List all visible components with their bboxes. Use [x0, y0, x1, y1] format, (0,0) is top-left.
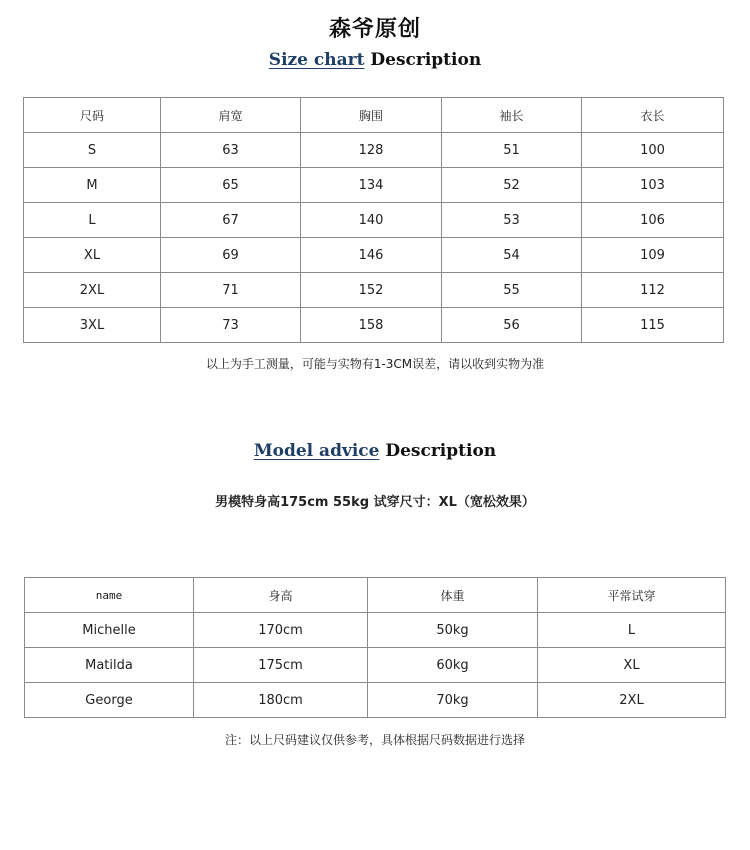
- table-row: [24, 238, 724, 273]
- size-chart-table: [23, 97, 724, 343]
- model-info: 男模特身高175cm 55kg 试穿尺寸：XL（宽松效果）: [215, 495, 535, 510]
- table-cell: 67: [161, 203, 301, 238]
- table-cell: 53: [442, 203, 582, 238]
- size-chart-heading-plain: Description: [370, 50, 482, 70]
- table-cell: XL: [538, 648, 726, 683]
- table-cell: 71: [161, 273, 301, 308]
- brand-title: 森爷原创: [328, 17, 421, 42]
- table-cell: 180cm: [194, 683, 368, 718]
- table-cell: George: [25, 683, 194, 718]
- table-cell: L: [538, 613, 726, 648]
- model-header-cell: name: [25, 578, 194, 613]
- table-cell: 152: [301, 273, 442, 308]
- table-cell: 158: [301, 308, 442, 343]
- model-advice-heading-accent: Model advice: [253, 441, 380, 461]
- table-row: [25, 613, 726, 648]
- table-cell: 2XL: [538, 683, 726, 718]
- table-cell: Matilda: [25, 648, 194, 683]
- table-cell: 54: [442, 238, 582, 273]
- table-cell: 146: [301, 238, 442, 273]
- measurement-note: 以上为手工测量，可能与实物有1-3CM误差，请以收到实物为准: [205, 357, 545, 371]
- size-table-header-row: [24, 98, 724, 133]
- model-advice-heading-plain: Description: [385, 441, 497, 461]
- table-cell: 100: [582, 133, 724, 168]
- table-cell: 51: [442, 133, 582, 168]
- table-cell: 69: [161, 238, 301, 273]
- size-advice-note: 注：以上尺码建议仅供参考，具体根据尺码数据进行选择: [224, 733, 525, 747]
- size-header-cell: 衣长: [582, 98, 724, 133]
- model-header-cell: 平常试穿: [538, 578, 726, 613]
- size-header-cell: 袖长: [442, 98, 582, 133]
- table-row: [24, 168, 724, 203]
- table-cell: 52: [442, 168, 582, 203]
- table-cell: 140: [301, 203, 442, 238]
- table-cell: 65: [161, 168, 301, 203]
- table-row: [24, 273, 724, 308]
- table-cell: 115: [582, 308, 724, 343]
- table-cell: 106: [582, 203, 724, 238]
- table-cell: 63: [161, 133, 301, 168]
- model-table-header-row: [25, 578, 726, 613]
- table-cell: 70kg: [368, 683, 538, 718]
- table-cell: 170cm: [194, 613, 368, 648]
- table-row: [24, 133, 724, 168]
- table-cell: M: [24, 168, 161, 203]
- model-advice-heading: [0, 441, 750, 461]
- size-header-cell: 尺码: [24, 98, 161, 133]
- table-row: [25, 683, 726, 718]
- table-cell: 60kg: [368, 648, 538, 683]
- table-cell: Michelle: [25, 613, 194, 648]
- table-row: [25, 648, 726, 683]
- table-cell: L: [24, 203, 161, 238]
- table-cell: 2XL: [24, 273, 161, 308]
- table-cell: 112: [582, 273, 724, 308]
- table-cell: 56: [442, 308, 582, 343]
- table-cell: 50kg: [368, 613, 538, 648]
- table-cell: 3XL: [24, 308, 161, 343]
- model-header-cell: 体重: [368, 578, 538, 613]
- table-cell: 109: [582, 238, 724, 273]
- size-chart-heading-accent: Size chart: [268, 50, 365, 70]
- table-cell: 55: [442, 273, 582, 308]
- model-advice-table: [24, 577, 726, 718]
- table-row: [24, 308, 724, 343]
- table-row: [24, 203, 724, 238]
- table-cell: 103: [582, 168, 724, 203]
- table-cell: 128: [301, 133, 442, 168]
- table-cell: XL: [24, 238, 161, 273]
- table-cell: S: [24, 133, 161, 168]
- table-cell: 175cm: [194, 648, 368, 683]
- model-header-cell: 身高: [194, 578, 368, 613]
- table-cell: 73: [161, 308, 301, 343]
- size-chart-heading: [0, 50, 750, 70]
- size-header-cell: 胸围: [301, 98, 442, 133]
- size-header-cell: 肩宽: [161, 98, 301, 133]
- table-cell: 134: [301, 168, 442, 203]
